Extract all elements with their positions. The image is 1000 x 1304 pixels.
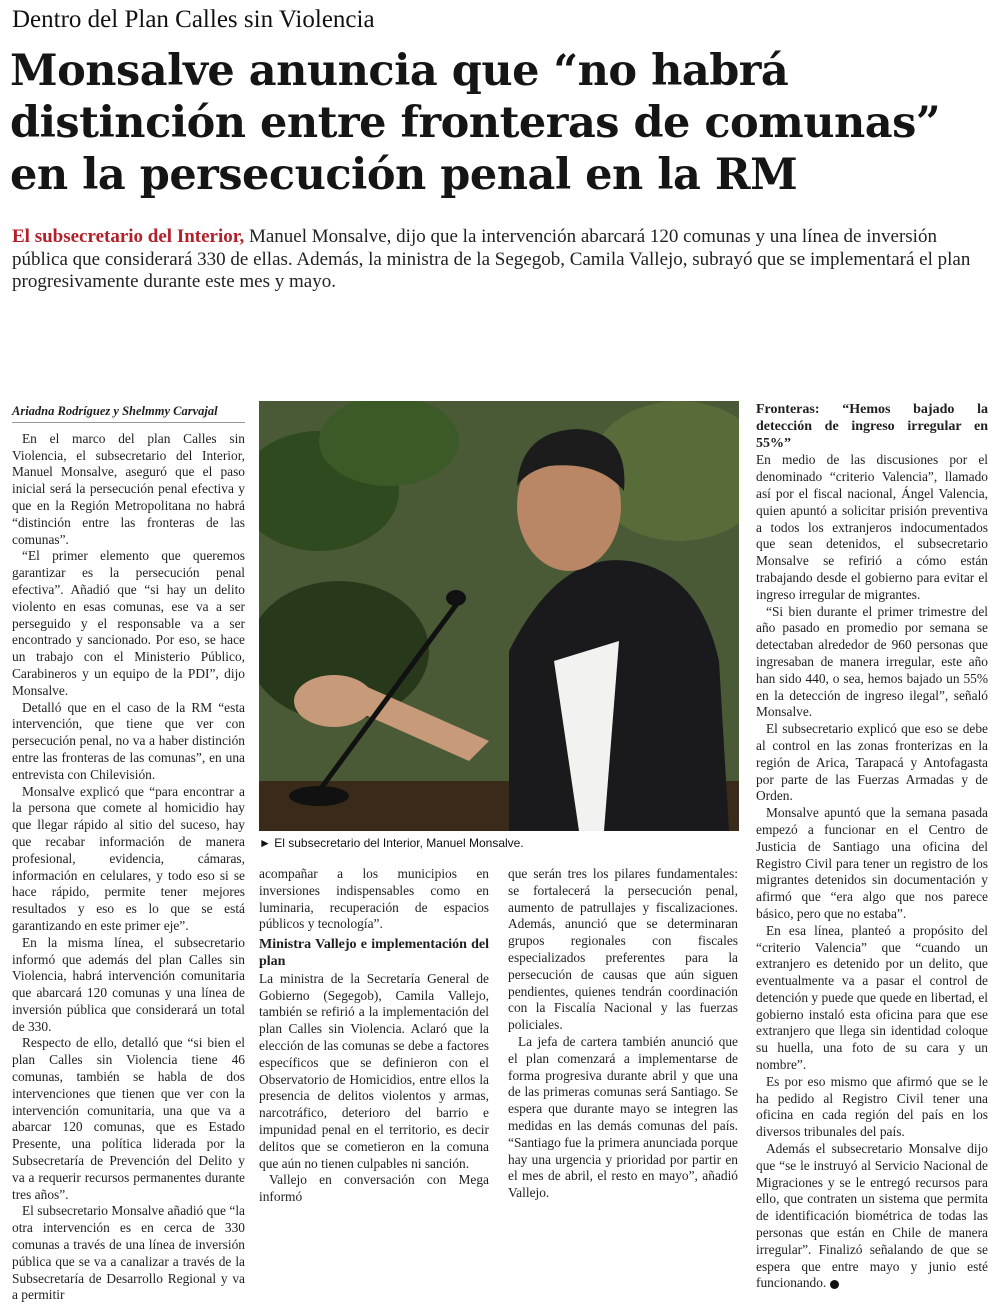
paragraph: La jefa de cartera también anunció que el plan comenzará a implementarse de forma progresiva durante abril y que una de las primeras comunas será Santiago. Se espera que durante mayo se integren las medidas en las demás comunas del país. “Santiago fue la primera anunciada porque hay una urgencia y prioridad por partir en el mes de abril, el resto en mayo”, añadió Vallejo.	[508, 1033, 738, 1201]
headline: Monsalve anuncia que “no habrá distinción entre fronteras de comunas” en la persecución penal en la RM	[10, 46, 941, 200]
paragraph: La ministra de la Secretaría General de Gobierno (Segegob), Camila Vallejo, también se refirió a la implementación del plan Calles sin Violencia. Aclaró que la elección de las comunas se debe a factores específicos que se definieron con el Observatorio de Homicidios, entre ellos la presencia de delitos violentos y armas, narcotráfico, deterioro del barrio e impunidad penal en el territorio, es decir delitos que se cometieron en la comuna que aún no tienen culpables ni sanción.	[259, 970, 489, 1171]
paragraph: Detalló que en el caso de la RM “esta intervención, que tiene que ver con persecución penal, no va a haber distinción entre las fronteras de las comunas”, en una entrevista con Chilevisión.	[12, 699, 245, 782]
lead-text: Manuel Monsalve, dijo que la intervención abarcará 120 comunas y una línea de inversión pública que considerará 330 de ellas. Además, la ministra de la Segegob, Camila Vallejo, subrayó que se implementará el plan progresivamente durante este mes y mayo.	[12, 226, 971, 292]
paragraph: En el marco del plan Calles sin Violencia, el subsecretario del Interior, Manuel Monsalve, aseguró que el paso inicial será la persecución penal efectiva y que en la Región Metropolitana no habrá “distinción entre las fronteras de las comunas”.	[12, 430, 245, 547]
photo-illustration	[259, 401, 739, 831]
lead-paragraph	[12, 226, 987, 294]
paragraph: El subsecretario Monsalve añadió que “la otra intervención es en cerca de 330 comunas a través de una línea de inversión pública que se va a canalizar a través de la Subsecretaría de Desarrollo Regional y va a permitir	[12, 1203, 245, 1303]
paragraph: El subsecretario explicó que eso se debe al control en las zonas fronterizas en la región de Arica, Tarapacá y Antofagasta por parte de las Fuerzas Armadas y de Orden.	[756, 721, 988, 804]
paragraph: En la misma línea, el subsecretario informó que además del plan Calles sin Violencia, habrá intervención comunitaria que abarcará 120 comunas y una línea de inversión pública que considerará un total de 330.	[12, 934, 245, 1034]
paragraph: Monsalve apuntó que la semana pasada empezó a funcionar en el Centro de Justicia de Santiago una oficina del Registro Civil para tener un registro de los migrantes detenidos sin documentación y afirmó que “era algo que nos parece básico, pero que no estaba”.	[756, 805, 988, 921]
byline: Ariadna Rodríguez y Shelmmy Carvajal	[12, 403, 245, 423]
kicker: Dentro del Plan Calles sin Violencia	[12, 6, 375, 33]
paragraph	[756, 1141, 988, 1292]
paragraph: Vallejo en conversación con Mega informó	[259, 1172, 489, 1205]
column-4	[756, 398, 988, 1292]
subheading: Fronteras: “Hemos bajado la detección de ingreso irregular en 55%”	[756, 402, 988, 451]
column-2	[259, 866, 489, 1206]
paragraph: “Si bien durante el primer trimestre del año pasado en promedio por semana se detectaban alrededor de 960 personas que ingresaban de manera irregular, este año han sido 440, o sea, hemos bajado un 55% en la detección de ingreso ilegal”, señaló Monsalve.	[756, 603, 988, 720]
column-1	[12, 403, 245, 1304]
end-mark-icon	[830, 1280, 839, 1289]
paragraph-text: Además el subsecretario Monsalve dijo que “se le instruyó al Servicio Nacional de Migraciones y se le entregó recursos para ello, que contraten un sistema que permita de identificación biométrica de todas las personas que están en Chile de manera irregular”. Finalizó señalando de que se espera que entre mayo y junio esté funcionando.	[756, 1141, 988, 1291]
paragraph: Respecto de ello, detalló que “si bien el plan Calles sin Violencia tiene 46 comunas, también se habla de dos intervenciones que tienen que ver con la intervención comunitaria, una que va a abarcar 120 comunas, que es Estado Presente, una política liderada por la Subsecretaría de Prevención del Delito y va a requerir recursos permanentes durante tres años”.	[12, 1035, 245, 1202]
paragraph: Es por eso mismo que afirmó que se le ha pedido al Registro Civil tener una oficina en cada región del país en los diversos tribunales del país.	[756, 1073, 988, 1140]
paragraph: que serán tres los pilares fundamentales: se fortalecerá la persecución penal, aumento de patrullajes y fiscalizaciones. Además, anunció que se determinaran grupos regionales con fiscales especializados preferentes para la persecución de causas que aún siguen pendientes, quienes tendrán coordinación con la Fiscalía Nacional y las fuerzas policiales.	[508, 866, 738, 1033]
paragraph: Monsalve explicó que “para encontrar a la persona que comete al homicidio hay que llegar rápido al sitio del suceso, hay que recabar información de manera profesional, evidencia, cámaras, información en celulares, y todo eso si se hace rápido, permite tener mejores resultados y eso es lo que se está garantizando en este primer eje”.	[12, 783, 245, 933]
subheading: Ministra Vallejo e implementación del plan	[259, 937, 489, 969]
column-3	[508, 866, 738, 1202]
lead-highlight: El subsecretario del Interior,	[12, 226, 245, 247]
paragraph: acompañar a los municipios en inversiones indispensables como en luminaria, recuperación de espacios públicos y tecnología”.	[259, 866, 489, 932]
paragraph: En medio de las discusiones por el denominado “criterio Valencia”, llamado así por el fiscal nacional, Ángel Valencia, quien apuntó a solicitar prisión preventiva a todos los extranjeros indocumentados que sean detenidos, el subsecretario Monsalve se refirió a cómo están trabajando desde el gobierno para evitar el ingreso irregular de migrantes.	[756, 452, 988, 602]
article-photo	[259, 401, 739, 831]
photo-caption: ► El subsecretario del Interior, Manuel Monsalve.	[259, 836, 524, 850]
paragraph: En esa línea, planteó a propósito del “criterio Valencia” que “cuando un extranjero es detenido por un delito, que eventualmente va a pasar el control de detención y puede que quede en libertad, el gobierno instaló esta oficina para que ese extranjero que llega sin identidad coloque su huella, una foto de su cara y un nombre”.	[756, 922, 989, 1073]
paragraph: “El primer elemento que queremos garantizar es la persecución penal efectiva”. Añadió que “si hay un delito violento en esas comunas, ese va a ser perseguido y el responsable va a ser encontrado y sancionado. Por eso, se hace un trabajo con el Ministerio Público, Carabineros y un equipo de la PDI”, dijo Monsalve.	[12, 548, 245, 698]
